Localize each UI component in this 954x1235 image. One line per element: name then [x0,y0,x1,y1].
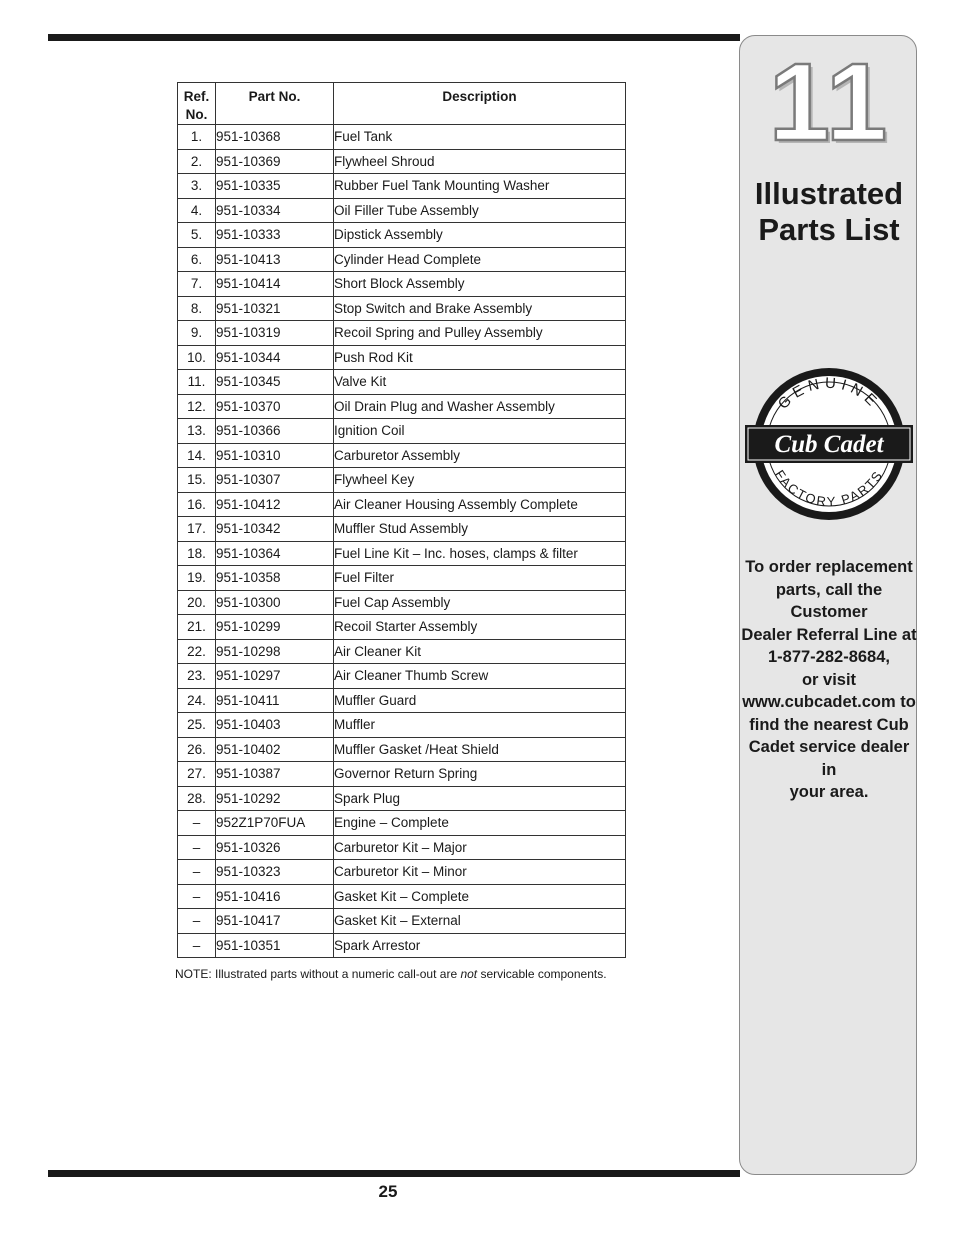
order-text-line: Cadet service dealer in [748,738,910,779]
description-cell: Fuel Line Kit – Inc. hoses, clamps & filter [334,541,626,566]
ref-cell: 8. [178,296,216,321]
part-number-cell: 951-10370 [216,394,334,419]
header-ref-line2: No. [185,107,208,122]
description-cell: Air Cleaner Housing Assembly Complete [334,492,626,517]
part-number-cell: 951-10300 [216,590,334,615]
description-cell: Flywheel Shroud [334,149,626,174]
description-cell: Cylinder Head Complete [334,247,626,272]
order-text-line: 1-877-282-8684, [767,648,890,666]
ref-cell: 23. [178,664,216,689]
part-number-cell: 951-10345 [216,370,334,395]
ref-cell: 25. [178,713,216,738]
order-text-line: parts, call the Customer [775,580,883,621]
order-text-line: or visit [801,670,857,689]
part-number-cell: 951-10319 [216,321,334,346]
order-text-line: your area. [789,783,869,801]
table-row [178,149,626,174]
logo-brand: Cub Cadet [774,431,884,458]
description-cell: Governor Return Spring [334,762,626,787]
ref-cell: 4. [178,198,216,223]
description-cell: Gasket Kit – External [334,909,626,934]
order-text-line: Dealer Referral Line at [741,625,917,644]
table-row [178,468,626,493]
part-number-cell: 951-10297 [216,664,334,689]
table-row [178,223,626,248]
table-row [178,786,626,811]
ref-cell: 9. [178,321,216,346]
chapter-sidebar [739,35,917,1175]
table-row [178,762,626,787]
description-cell: Fuel Filter [334,566,626,591]
parts-table [177,82,626,958]
header-part-no: Part No. [216,83,334,125]
part-number-cell: 951-10342 [216,517,334,542]
ref-cell: 12. [178,394,216,419]
part-number-cell: 951-10416 [216,884,334,909]
chapter-number: 11 [768,41,890,164]
chapter-title-line1: Illustrated [754,176,904,211]
description-cell: Flywheel Key [334,468,626,493]
ref-cell: 16. [178,492,216,517]
part-number-cell: 951-10351 [216,933,334,958]
table-row [178,639,626,664]
ref-cell: 5. [178,223,216,248]
part-number-cell: 951-10321 [216,296,334,321]
description-cell: Engine – Complete [334,811,626,836]
part-number-cell: 951-10333 [216,223,334,248]
part-number-cell: 951-10369 [216,149,334,174]
part-number-cell: 951-10298 [216,639,334,664]
table-row [178,860,626,885]
description-cell: Carburetor Assembly [334,443,626,468]
table-row [178,933,626,958]
description-cell: Muffler Guard [334,688,626,713]
part-number-cell: 951-10334 [216,198,334,223]
part-number-cell: 951-10403 [216,713,334,738]
ref-cell: 21. [178,615,216,640]
chapter-title-line2: Parts List [758,212,900,247]
table-row [178,321,626,346]
table-row [178,174,626,199]
order-instructions [740,556,918,804]
table-header-row [178,83,626,125]
description-cell: Gasket Kit – Complete [334,884,626,909]
description-cell: Fuel Cap Assembly [334,590,626,615]
description-cell: Push Rod Kit [334,345,626,370]
ref-cell: 14. [178,443,216,468]
logo-top-text: GENUINE [774,374,884,413]
description-cell: Air Cleaner Kit [334,639,626,664]
table-row [178,198,626,223]
ref-cell: 28. [178,786,216,811]
part-number-cell: 951-10411 [216,688,334,713]
part-number-cell: 951-10364 [216,541,334,566]
table-row [178,345,626,370]
ref-cell: – [178,860,216,885]
description-cell: Muffler Gasket /Heat Shield [334,737,626,762]
table-row [178,492,626,517]
table-row [178,688,626,713]
top-rule [48,34,740,41]
table-row [178,247,626,272]
ref-cell: 15. [178,468,216,493]
ref-cell: 10. [178,345,216,370]
table-row [178,419,626,444]
part-number-cell: 951-10344 [216,345,334,370]
part-number-cell: 951-10307 [216,468,334,493]
part-number-cell: 951-10412 [216,492,334,517]
part-number-cell: 951-10402 [216,737,334,762]
description-cell: Valve Kit [334,370,626,395]
table-row [178,590,626,615]
ref-cell: 19. [178,566,216,591]
part-number-cell: 951-10292 [216,786,334,811]
part-number-cell: 951-10417 [216,909,334,934]
table-row [178,296,626,321]
logo-bottom-text: FACTORY PARTS [771,467,887,510]
description-cell: Dipstick Assembly [334,223,626,248]
ref-cell: 11. [178,370,216,395]
part-number-cell: 951-10323 [216,860,334,885]
description-cell: Spark Arrestor [334,933,626,958]
part-number-cell: 951-10299 [216,615,334,640]
table-row [178,272,626,297]
ref-cell: 26. [178,737,216,762]
table-row [178,541,626,566]
description-cell: Rubber Fuel Tank Mounting Washer [334,174,626,199]
cub-cadet-genuine-parts-logo [743,364,915,524]
parts-table-body [178,125,626,958]
header-description: Description [334,83,626,125]
ref-cell: – [178,835,216,860]
table-row [178,664,626,689]
footnote [175,967,607,981]
ref-cell: – [178,811,216,836]
ref-cell: 13. [178,419,216,444]
table-row [178,615,626,640]
description-cell: Short Block Assembly [334,272,626,297]
ref-cell: 18. [178,541,216,566]
part-number-cell: 951-10326 [216,835,334,860]
ref-cell: 24. [178,688,216,713]
part-number-cell: 951-10358 [216,566,334,591]
ref-cell: 2. [178,149,216,174]
footnote-text-end: servicable components. [477,967,607,981]
bottom-rule [48,1170,740,1177]
chapter-title [740,176,918,248]
part-number-cell: 951-10387 [216,762,334,787]
order-text-line: find the nearest Cub [749,715,909,734]
description-cell: Ignition Coil [334,419,626,444]
table-row [178,394,626,419]
ref-cell: 20. [178,590,216,615]
description-cell: Oil Filler Tube Assembly [334,198,626,223]
ref-cell: 6. [178,247,216,272]
table-row [178,125,626,150]
table-row [178,443,626,468]
table-row [178,370,626,395]
description-cell: Recoil Spring and Pulley Assembly [334,321,626,346]
table-row [178,835,626,860]
description-cell: Spark Plug [334,786,626,811]
ref-cell: 1. [178,125,216,150]
description-cell: Muffler Stud Assembly [334,517,626,542]
header-ref-no [178,83,216,125]
part-number-cell: 951-10335 [216,174,334,199]
ref-cell: – [178,909,216,934]
part-number-cell: 952Z1P70FUA [216,811,334,836]
description-cell: Carburetor Kit – Major [334,835,626,860]
description-cell: Carburetor Kit – Minor [334,860,626,885]
description-cell: Air Cleaner Thumb Screw [334,664,626,689]
table-row [178,517,626,542]
part-number-cell: 951-10366 [216,419,334,444]
table-row [178,566,626,591]
ref-cell: – [178,933,216,958]
ref-cell: – [178,884,216,909]
description-cell: Fuel Tank [334,125,626,150]
table-row [178,811,626,836]
table-row [178,884,626,909]
order-text-line: To order replacement [745,558,913,576]
header-ref-line1: Ref. [183,89,210,104]
ref-cell: 3. [178,174,216,199]
description-cell: Muffler [334,713,626,738]
part-number-cell: 951-10413 [216,247,334,272]
ref-cell: 27. [178,762,216,787]
table-row [178,737,626,762]
footnote-text: NOTE: Illustrated parts without a numeric call-out are [175,967,461,981]
part-number-cell: 951-10368 [216,125,334,150]
description-cell: Oil Drain Plug and Washer Assembly [334,394,626,419]
part-number-cell: 951-10310 [216,443,334,468]
description-cell: Stop Switch and Brake Assembly [334,296,626,321]
page-number: 25 [378,1182,398,1201]
table-row [178,909,626,934]
footnote-emphasis: not [460,967,478,981]
description-cell: Recoil Starter Assembly [334,615,626,640]
part-number-cell: 951-10414 [216,272,334,297]
ref-cell: 22. [178,639,216,664]
table-row [178,713,626,738]
ref-cell: 17. [178,517,216,542]
ref-cell: 7. [178,272,216,297]
order-text-line: www.cubcadet.com to [742,693,916,711]
